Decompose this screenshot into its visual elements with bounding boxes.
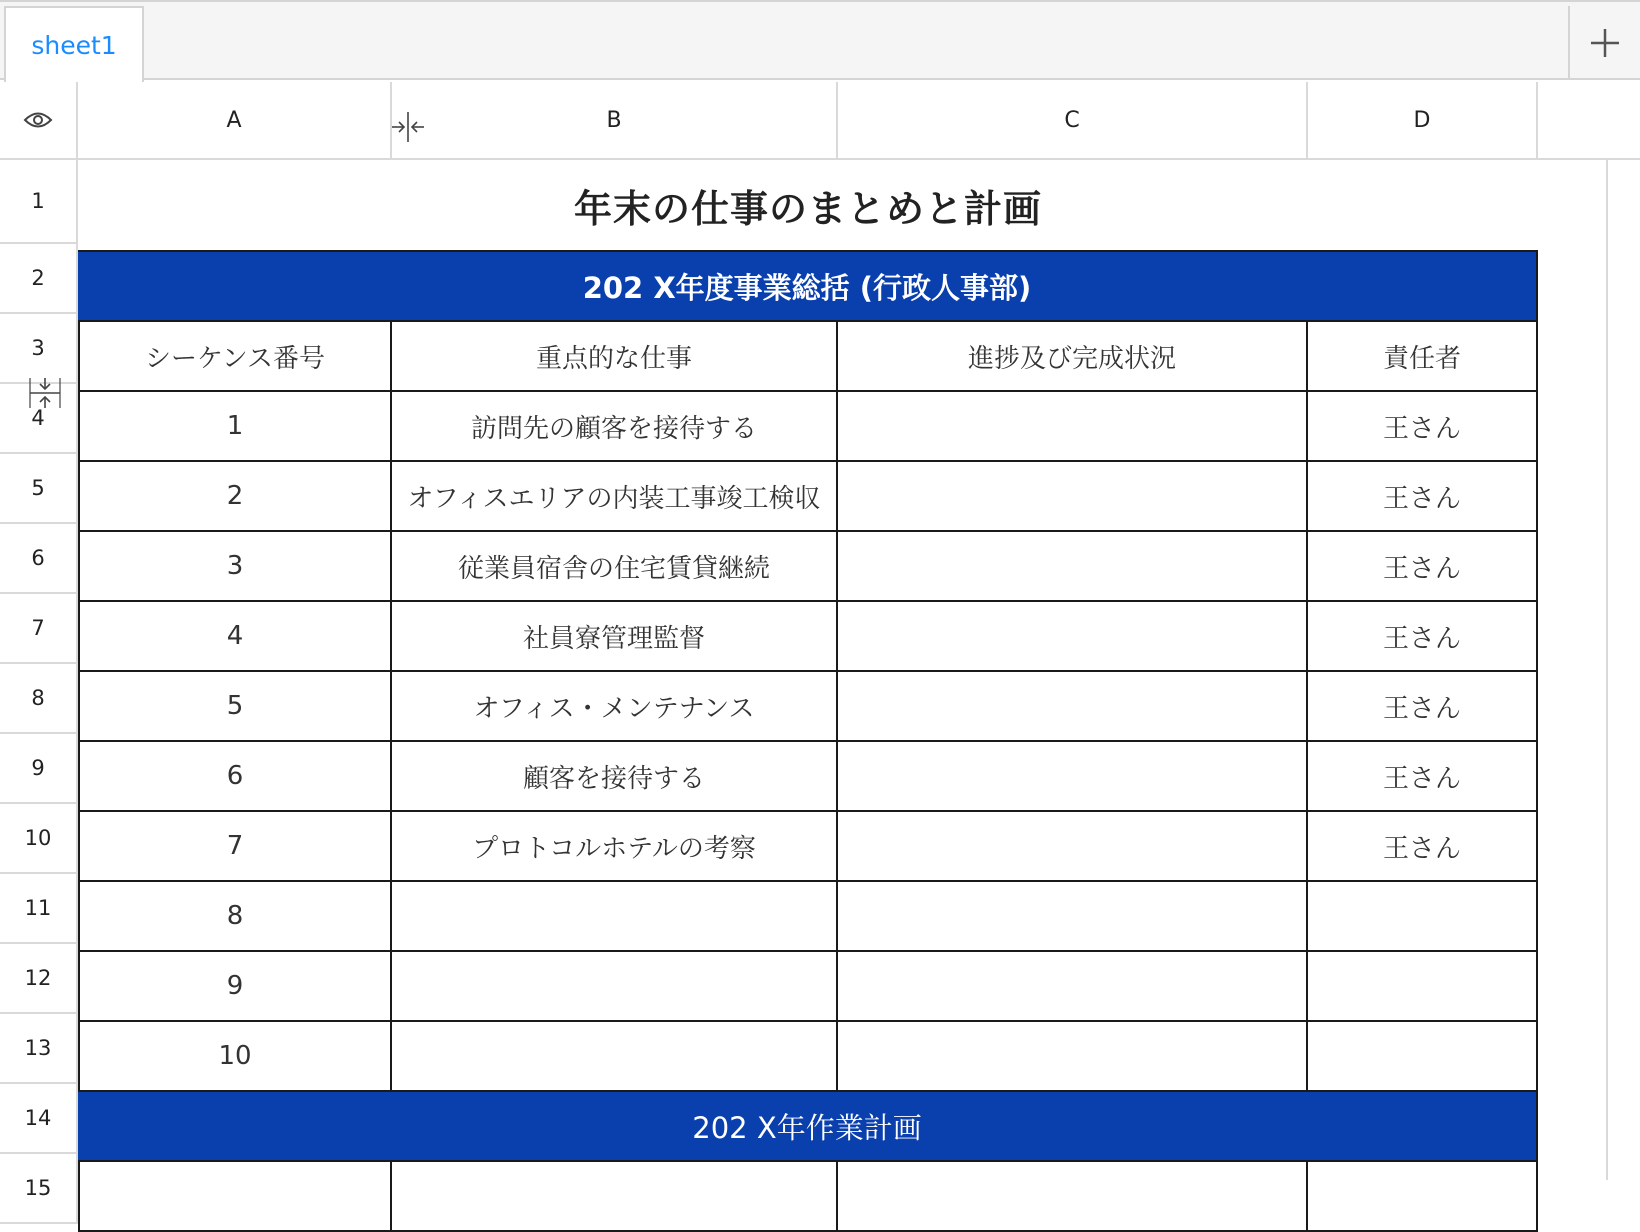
- cell-task[interactable]: [392, 952, 838, 1022]
- cell-task[interactable]: オフィスエリアの内装工事竣工検収: [392, 462, 838, 532]
- sheet-tab-sheet1[interactable]: sheet1: [4, 6, 144, 82]
- cell-seq[interactable]: 8: [78, 882, 392, 952]
- sheet-tab-bar: [0, 0, 1640, 80]
- cell-owner[interactable]: 王さん: [1308, 742, 1538, 812]
- cell-empty[interactable]: [1308, 1162, 1538, 1232]
- row-header-4[interactable]: 4: [0, 384, 78, 454]
- cell-task[interactable]: 従業員宿舎の住宅賃貸継続: [392, 532, 838, 602]
- row-header-11[interactable]: 11: [0, 874, 78, 944]
- cell-task[interactable]: 訪問先の顧客を接待する: [392, 392, 838, 462]
- cell-task[interactable]: プロトコルホテルの考察: [392, 812, 838, 882]
- cell-progress[interactable]: [838, 532, 1308, 602]
- cell-progress[interactable]: [838, 952, 1308, 1022]
- visibility-toggle[interactable]: [0, 82, 78, 158]
- cell-header-owner[interactable]: 責任者: [1308, 322, 1538, 392]
- row-header-8[interactable]: 8: [0, 664, 78, 734]
- cell-seq[interactable]: 3: [78, 532, 392, 602]
- cell-task[interactable]: [392, 882, 838, 952]
- cell-owner[interactable]: [1308, 952, 1538, 1022]
- cell-title[interactable]: 年末の仕事のまとめと計画: [78, 160, 1538, 252]
- cell-owner[interactable]: 王さん: [1308, 672, 1538, 742]
- cell-progress[interactable]: [838, 742, 1308, 812]
- row-header-14[interactable]: 14: [0, 1084, 78, 1154]
- eye-icon: [23, 110, 53, 130]
- cell-empty[interactable]: [838, 1162, 1308, 1232]
- cell-task[interactable]: 顧客を接待する: [392, 742, 838, 812]
- cell-owner[interactable]: [1308, 882, 1538, 952]
- row-header-7[interactable]: 7: [0, 594, 78, 664]
- cell-progress[interactable]: [838, 812, 1308, 882]
- cell-empty[interactable]: [78, 1162, 392, 1232]
- row-header-9[interactable]: 9: [0, 734, 78, 804]
- gridline: [1606, 160, 1608, 1180]
- cell-owner[interactable]: 王さん: [1308, 602, 1538, 672]
- row-header-15[interactable]: 15: [0, 1154, 78, 1224]
- cell-progress[interactable]: [838, 392, 1308, 462]
- cell-seq[interactable]: 7: [78, 812, 392, 882]
- cell-owner[interactable]: 王さん: [1308, 532, 1538, 602]
- column-header-a[interactable]: A: [78, 82, 392, 158]
- cell-task[interactable]: オフィス・メンテナンス: [392, 672, 838, 742]
- row-header-13[interactable]: 13: [0, 1014, 78, 1084]
- column-header-c[interactable]: C: [838, 82, 1308, 158]
- row-header-2[interactable]: 2: [0, 244, 78, 314]
- row-header-3[interactable]: 3: [0, 314, 78, 384]
- row-header-5[interactable]: 5: [0, 454, 78, 524]
- cell-seq[interactable]: 9: [78, 952, 392, 1022]
- cell-seq[interactable]: 6: [78, 742, 392, 812]
- column-header-d[interactable]: D: [1308, 82, 1538, 158]
- cell-owner[interactable]: 王さん: [1308, 392, 1538, 462]
- cell-task[interactable]: 社員寮管理監督: [392, 602, 838, 672]
- cell-progress[interactable]: [838, 672, 1308, 742]
- plus-icon: [1588, 26, 1622, 60]
- cell-progress[interactable]: [838, 882, 1308, 952]
- row-header-12[interactable]: 12: [0, 944, 78, 1014]
- cell-progress[interactable]: [838, 602, 1308, 672]
- cell-owner[interactable]: 王さん: [1308, 812, 1538, 882]
- cell-seq[interactable]: 10: [78, 1022, 392, 1092]
- cell-seq[interactable]: 5: [78, 672, 392, 742]
- cell-section2-banner[interactable]: 202 X年作業計画: [78, 1092, 1538, 1162]
- column-header-row: [0, 82, 1640, 160]
- cell-progress[interactable]: [838, 1022, 1308, 1092]
- cell-task[interactable]: [392, 1022, 838, 1092]
- row-header-1[interactable]: 1: [0, 160, 78, 244]
- cell-empty[interactable]: [392, 1162, 838, 1232]
- row-header-6[interactable]: 6: [0, 524, 78, 594]
- column-resize-handle-icon[interactable]: [390, 108, 426, 144]
- cell-seq[interactable]: 4: [78, 602, 392, 672]
- cell-header-progress[interactable]: 進捗及び完成状況: [838, 322, 1308, 392]
- add-sheet-button[interactable]: [1568, 6, 1640, 80]
- cell-owner[interactable]: [1308, 1022, 1538, 1092]
- row-header-10[interactable]: 10: [0, 804, 78, 874]
- cell-header-task[interactable]: 重点的な仕事: [392, 322, 838, 392]
- cell-section1-banner[interactable]: 202 X年度事業総括 (行政人事部): [78, 252, 1538, 322]
- column-header-b[interactable]: B: [392, 82, 838, 158]
- cell-header-seq[interactable]: シーケンス番号: [78, 322, 392, 392]
- cell-seq[interactable]: 2: [78, 462, 392, 532]
- cell-owner[interactable]: 王さん: [1308, 462, 1538, 532]
- cell-seq[interactable]: 1: [78, 392, 392, 462]
- cell-progress[interactable]: [838, 462, 1308, 532]
- row-resize-handle-icon[interactable]: [28, 376, 62, 410]
